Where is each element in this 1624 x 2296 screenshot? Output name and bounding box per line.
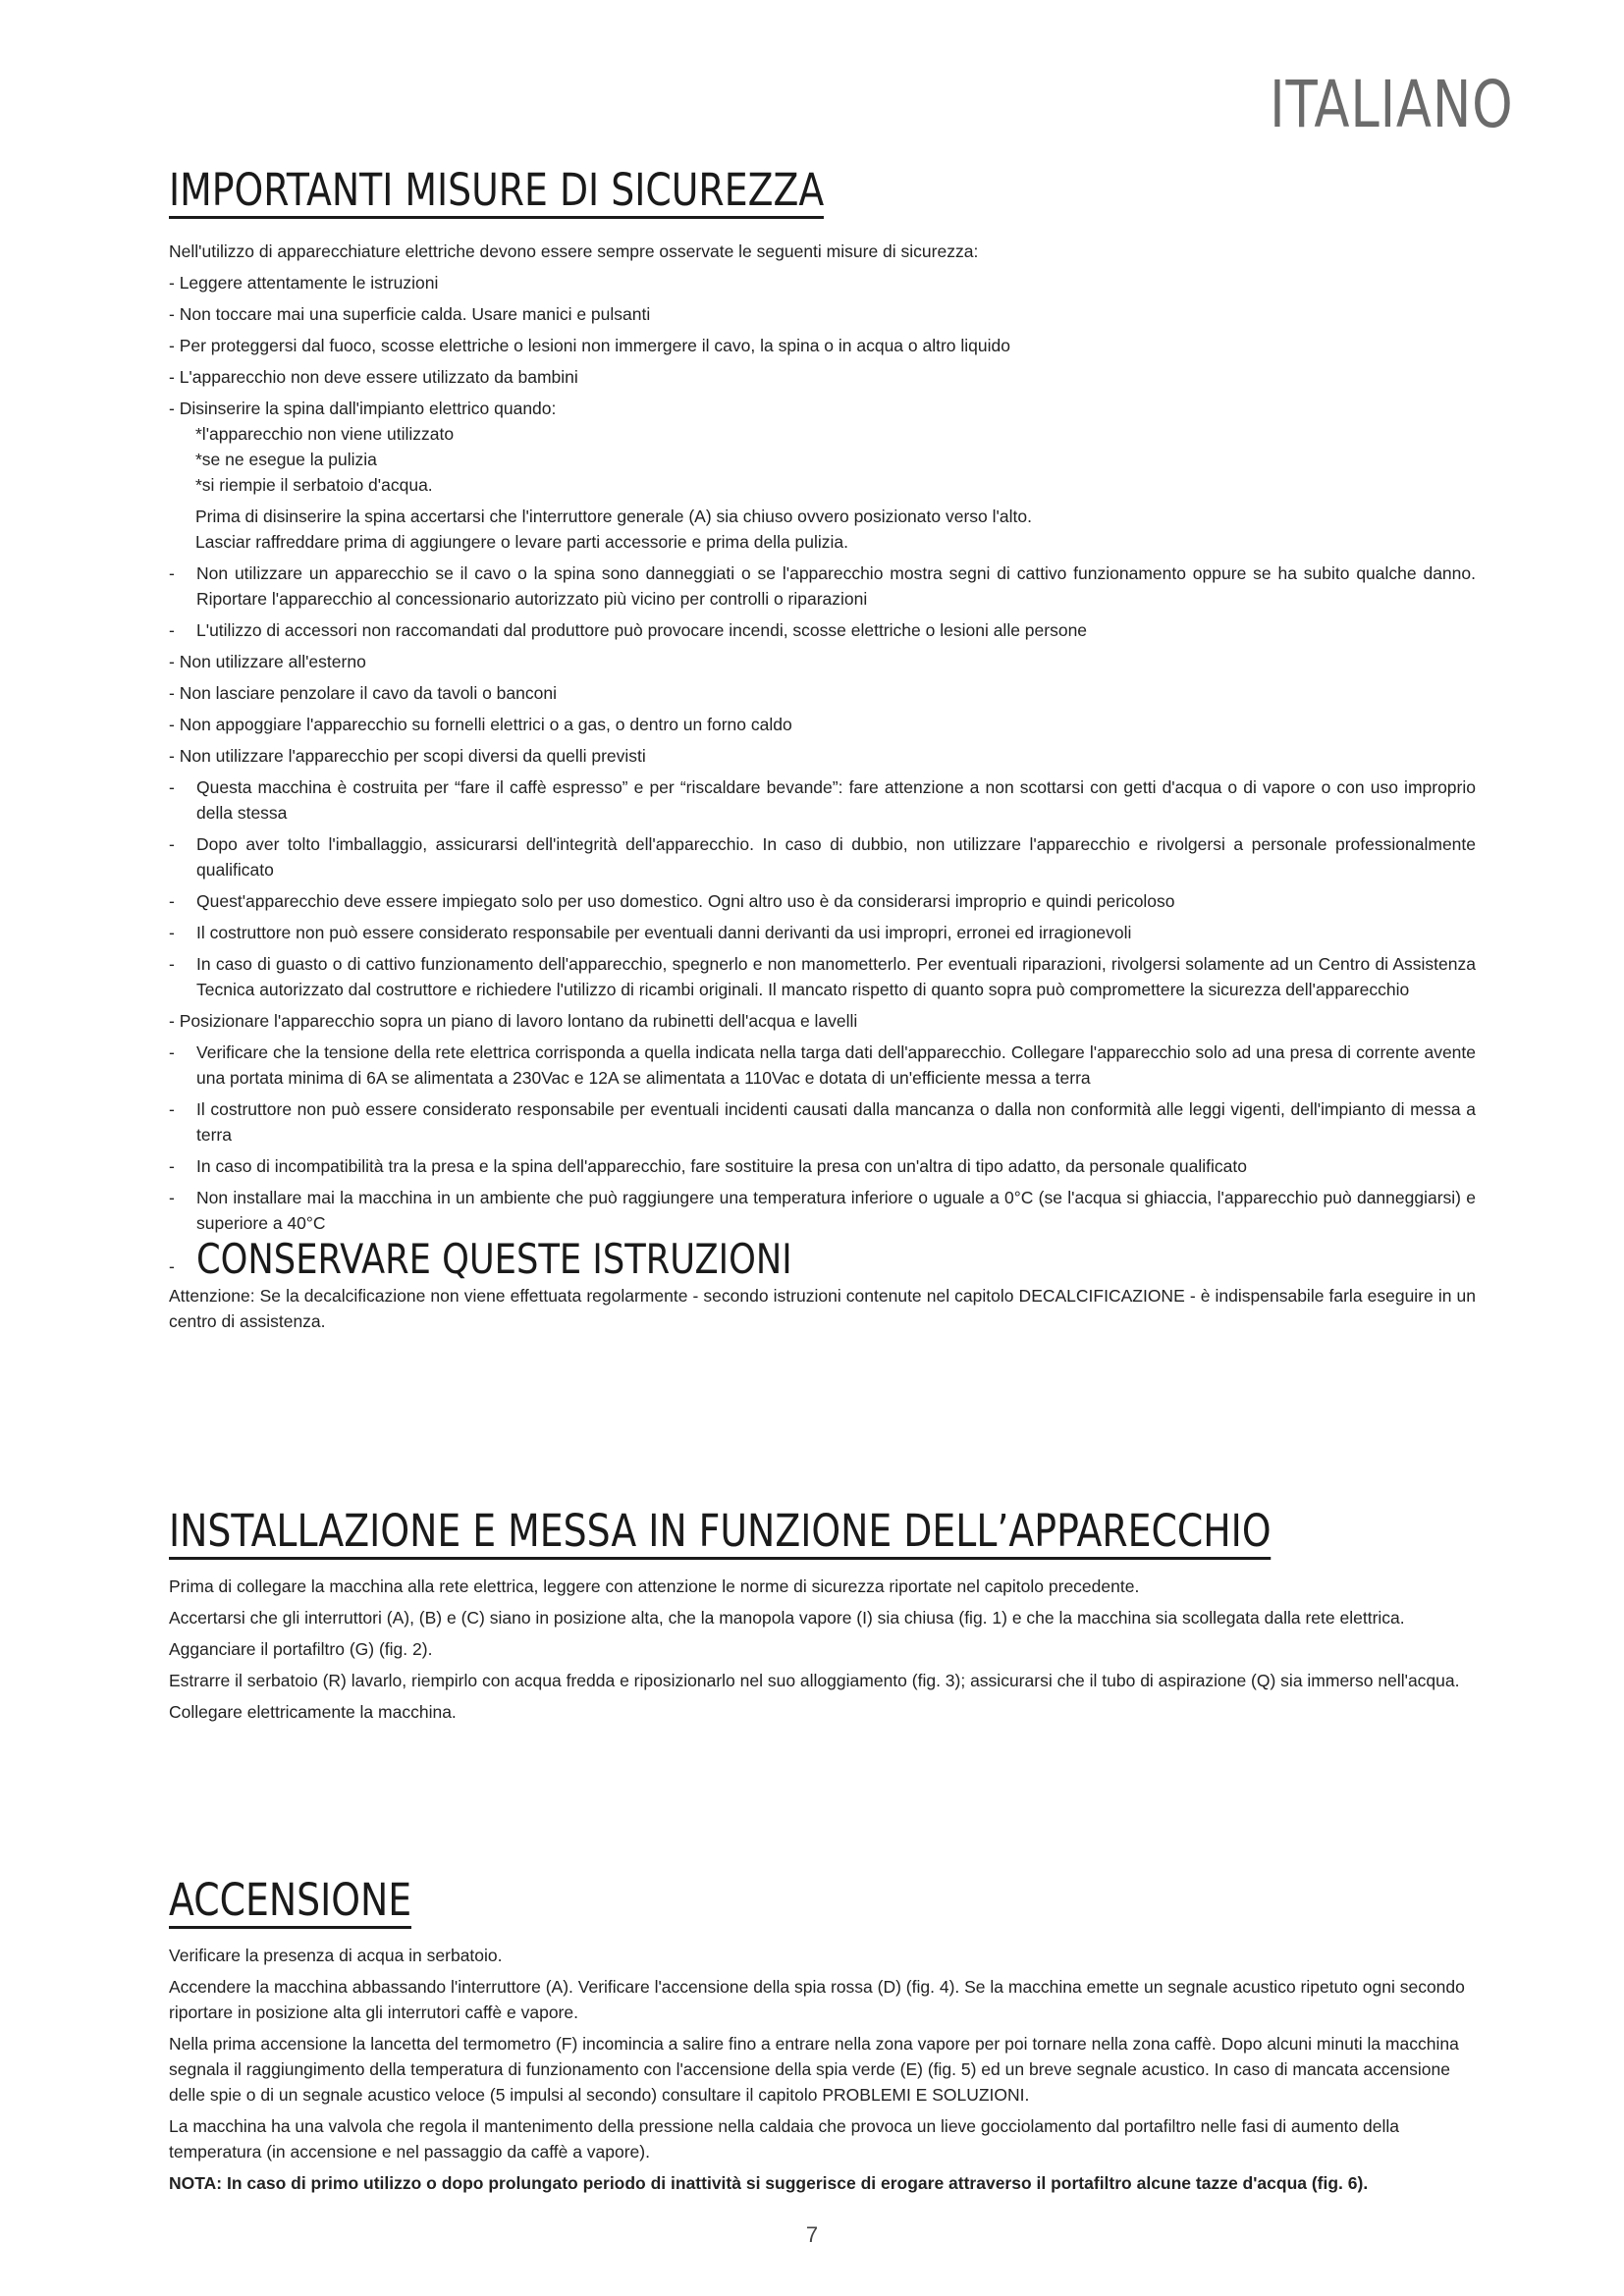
- safety-item-text: - Per proteggersi dal fuoco, scosse elettriche o lesioni non immergere il cavo, la spina o in acqua o altro liquido: [169, 336, 1010, 355]
- safety-item-text: Questa macchina è costruita per “fare il caffè espresso” e per “riscaldare bevande”: fare attenzione a non scottarsi con getti d'acqua o di vapore o con uso improprio della stessa: [196, 777, 1476, 823]
- page-number: 7: [805, 2222, 819, 2247]
- safety-item-text: - Disinserire la spina dall'impianto elettrico quando:: [169, 399, 556, 418]
- safety-note-line: Lasciar raffreddare prima di aggiungere o levare parti accessorie e prima della pulizia.: [195, 532, 849, 552]
- safety-item: [169, 831, 1476, 882]
- safety-item-text: Dopo aver tolto l'imballaggio, assicurarsi dell'integrità dell'apparecchio. In caso di dubbio, non utilizzare l'apparecchio e rivolgersi a personale professionalmente qualificato: [196, 834, 1476, 880]
- safety-item: [169, 1185, 1476, 1236]
- safety-section: [169, 165, 1476, 1334]
- safety-sub-item: *l'apparecchio non viene utilizzato: [195, 424, 455, 444]
- safety-note: [169, 504, 1476, 555]
- safety-sub-list: [169, 421, 1476, 498]
- attention-note: Attenzione: Se la decalcificazione non viene effettuata regolarmente - secondo istruzioni contenute nel capitolo DECALCIFICAZIONE - è indispensabile farla eseguire in un centro di assistenza.: [169, 1286, 1476, 1331]
- power-on-title: ACCENSIONE: [169, 1875, 411, 1929]
- installation-paragraph: Collegare elettricamente la macchina.: [169, 1702, 457, 1722]
- bullet-dash: -: [169, 891, 175, 911]
- safety-item: [169, 396, 1476, 421]
- power-on-paragraph: La macchina ha una valvola che regola il mantenimento della pressione nella caldaia che provoca un lieve gocciolamento dal portafiltro nelle fasi di aumento della temperatura (in accensione e nel passaggio da caffè a vapore).: [169, 2116, 1399, 2162]
- safety-item-text: - Leggere attentamente le istruzioni: [169, 273, 438, 293]
- safety-title: IMPORTANTI MISURE DI SICUREZZA: [169, 165, 824, 219]
- bullet-dash: -: [169, 1156, 175, 1176]
- bullet-dash: -: [169, 1188, 175, 1207]
- safety-item-text: - Non toccare mai una superficie calda. Usare manici e pulsanti: [169, 304, 650, 324]
- safety-item-text: In caso di incompatibilità tra la presa e la spina dell'apparecchio, fare sostituire la presa con un'altra di tipo adatto, da personale qualificato: [196, 1156, 1247, 1176]
- safety-item-text: - Non utilizzare all'esterno: [169, 652, 366, 671]
- safety-item: [169, 364, 1476, 390]
- safety-item: [169, 1096, 1476, 1148]
- safety-item: [169, 1153, 1476, 1179]
- safety-item: [169, 649, 1476, 674]
- safety-item-text: - Non lasciare penzolare il cavo da tavoli o banconi: [169, 683, 557, 703]
- safety-item: [169, 1008, 1476, 1034]
- safety-item-text: - L'apparecchio non deve essere utilizzato da bambini: [169, 367, 578, 387]
- installation-section: [169, 1506, 1476, 1731]
- safety-item-text: Il costruttore non può essere considerato responsabile per eventuali incidenti causati dalla mancanza o dalla non conformità alle leggi vigenti, dell'impianto di messa a terra: [196, 1099, 1476, 1145]
- safety-item: [169, 333, 1476, 358]
- safety-item: [169, 920, 1476, 945]
- safety-list-a: [169, 270, 1476, 421]
- keep-instructions-dash: -: [169, 1256, 175, 1276]
- installation-paragraph: Accertarsi che gli interruttori (A), (B) e (C) siano in posizione alta, che la manopola vapore (I) sia chiusa (fig. 1) e che la macchina sia scollegata dalla rete elettrica.: [169, 1608, 1405, 1628]
- safety-item: [169, 680, 1476, 706]
- keep-instructions-row: [169, 1236, 1476, 1283]
- safety-intro: Nell'utilizzo di apparecchiature elettriche devono essere sempre osservate le seguenti misure di sicurezza:: [169, 241, 979, 261]
- bullet-dash: -: [169, 1099, 175, 1119]
- safety-item: [169, 888, 1476, 914]
- installation-paragraph: Estrarre il serbatoio (R) lavarlo, riempirlo con acqua fredda e riposizionarlo nel suo alloggiamento (fig. 3); assicurarsi che il tubo di aspirazione (Q) sia immerso nell'acqua.: [169, 1671, 1460, 1690]
- bullet-dash: -: [169, 777, 175, 797]
- safety-item: [169, 270, 1476, 295]
- safety-item-text: Il costruttore non può essere considerato responsabile per eventuali danni derivanti da usi impropri, erronei ed irragionevoli: [196, 923, 1132, 942]
- safety-sub-item: *se ne esegue la pulizia: [195, 450, 377, 469]
- safety-item-text: Quest'apparecchio deve essere impiegato solo per uso domestico. Ogni altro uso è da considerarsi improprio e quindi pericoloso: [196, 891, 1175, 911]
- bullet-dash: -: [169, 1042, 175, 1062]
- bullet-dash: -: [169, 620, 175, 640]
- safety-item: [169, 774, 1476, 826]
- bullet-dash: -: [169, 954, 175, 974]
- installation-paragraph: Agganciare il portafiltro (G) (fig. 2).: [169, 1639, 433, 1659]
- safety-item: [169, 617, 1476, 643]
- safety-item-text: In caso di guasto o di cattivo funzionamento dell'apparecchio, spegnerlo e non manometterlo. Per eventuali riparazioni, rivolgersi solamente ad un Centro di Assistenza Tecnica autorizzato dal costruttore e richiedere l'utilizzo di ricambi originali. Il mancato rispetto di quanto sopra può compromettere la sicurezza dell'apparecchio: [196, 954, 1476, 999]
- safety-item: [169, 951, 1476, 1002]
- safety-item: [169, 561, 1476, 612]
- bullet-dash: -: [169, 834, 175, 854]
- installation-title: INSTALLAZIONE E MESSA IN FUNZIONE DELL’APPARECCHIO: [169, 1506, 1272, 1560]
- power-on-paragraph: Accendere la macchina abbassando l'interruttore (A). Verificare l'accensione della spia rossa (D) (fig. 4). Se la macchina emette un segnale acustico ripetuto ogni secondo riportare in posizione alta gli interrutori caffè e vapore.: [169, 1977, 1465, 2022]
- keep-instructions-title: CONSERVARE QUESTE ISTRUZIONI: [196, 1235, 792, 1283]
- safety-sub-item: *si riempie il serbatoio d'acqua.: [195, 475, 433, 495]
- language-label: ITALIANO: [1270, 67, 1514, 142]
- safety-item: [169, 301, 1476, 327]
- safety-item-text: - Non utilizzare l'apparecchio per scopi diversi da quelli previsti: [169, 746, 646, 766]
- safety-item: [169, 743, 1476, 769]
- power-on-note: NOTA: In caso di primo utilizzo o dopo prolungato periodo di inattività si suggerisce di erogare attraverso il portafiltro alcune tazze d'acqua (fig. 6).: [169, 2173, 1369, 2193]
- safety-item-text: L'utilizzo di accessori non raccomandati dal produttore può provocare incendi, scosse elettriche o lesioni alle persone: [196, 620, 1088, 640]
- safety-item-text: Non utilizzare un apparecchio se il cavo o la spina sono danneggiati o se l'apparecchio mostra segni di cattivo funzionamento oppure se ha subito qualche danno. Riportare l'apparecchio al concessionario autorizzato più vicino per controlli o riparazioni: [196, 563, 1476, 609]
- safety-list-b: [169, 561, 1476, 1236]
- safety-item: [169, 1040, 1476, 1091]
- installation-body: [169, 1574, 1476, 1725]
- installation-paragraph: Prima di collegare la macchina alla rete elettrica, leggere con attenzione le norme di sicurezza riportate nel capitolo precedente.: [169, 1576, 1140, 1596]
- power-on-body: [169, 1943, 1476, 2164]
- power-on-section: [169, 1875, 1476, 2196]
- safety-note-line: Prima di disinserire la spina accertarsi che l'interruttore generale (A) sia chiuso ovvero posizionato verso l'alto.: [195, 507, 1032, 526]
- bullet-dash: -: [169, 563, 175, 583]
- safety-item-text: Non installare mai la macchina in un ambiente che può raggiungere una temperatura inferiore o uguale a 0°C (se l'acqua si ghiaccia, l'apparecchio può danneggiarsi) e superiore a 40°C: [196, 1188, 1476, 1233]
- power-on-paragraph: Verificare la presenza di acqua in serbatoio.: [169, 1946, 503, 1965]
- safety-item-text: - Non appoggiare l'apparecchio su fornelli elettrici o a gas, o dentro un forno caldo: [169, 715, 792, 734]
- safety-item-text: - Posizionare l'apparecchio sopra un piano di lavoro lontano da rubinetti dell'acqua e lavelli: [169, 1011, 857, 1031]
- safety-item: [169, 712, 1476, 737]
- safety-item-text: Verificare che la tensione della rete elettrica corrisponda a quella indicata nella targa dati dell'apparecchio. Collegare l'apparecchio solo ad una presa di corrente avente una portata minima di 6A se alimentata a 230Vac e 12A se alimentata a 110Vac e dotata di un'efficiente messa a terra: [196, 1042, 1476, 1088]
- bullet-dash: -: [169, 923, 175, 942]
- power-on-paragraph: Nella prima accensione la lancetta del termometro (F) incomincia a salire fino a entrare nella zona vapore per poi tornare nella zona caffè. Dopo alcuni minuti la macchina segnala il raggiungimento della temperatura di funzionamento con l'accensione della spia verde (E) (fig. 5) ed un breve segnale acustico. In caso di mancata accensione delle spie o di un segnale acustico veloce (5 impulsi al secondo) consultare il capitolo PROBLEMI E SOLUZIONI.: [169, 2034, 1459, 2105]
- safety-body: [169, 239, 1476, 1236]
